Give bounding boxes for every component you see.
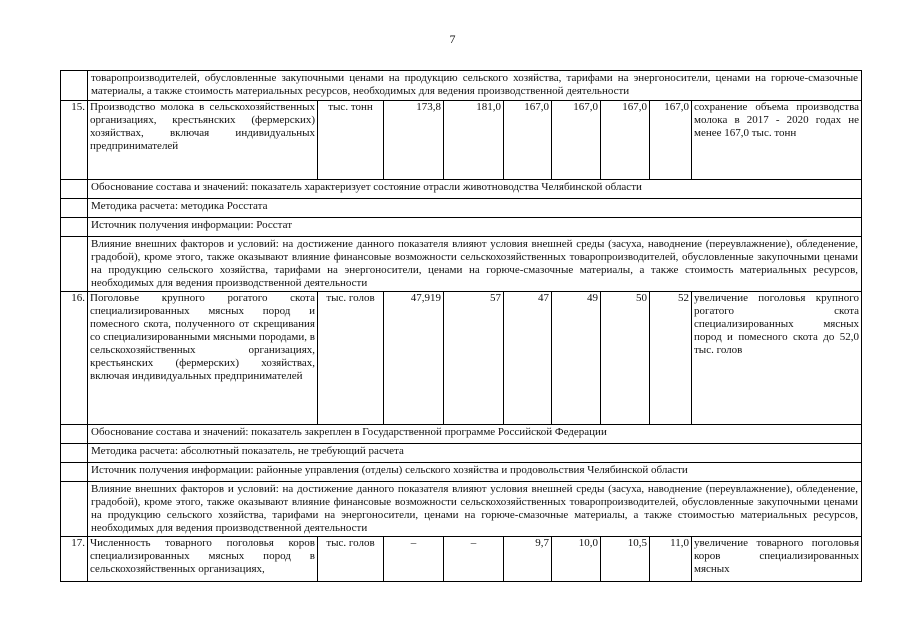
table-row-indicator-15 (61, 101, 862, 180)
value-cell: 167,0 (552, 101, 601, 180)
value-cell: 173,8 (384, 101, 444, 180)
value-cell: 167,0 (601, 101, 650, 180)
expected-result: увеличение товарного поголовья коров специализированных мясных (692, 537, 862, 582)
table-row-indicator-17 (61, 537, 862, 582)
table-row-justification (61, 425, 862, 444)
row-number-cell (61, 482, 88, 537)
value-cell: 50 (601, 292, 650, 425)
expected-result: сохранение объема производства молока в 2017 - 2020 годах не менее 167,0 тыс. тонн (692, 101, 862, 180)
row-number-cell (61, 218, 88, 237)
row-number: 15. (61, 101, 88, 180)
row-number-cell (61, 180, 88, 199)
indicator-name: Численность товарного поголовья коров специализированных мясных пород в сельскохозяйственных организациях, (88, 537, 318, 582)
row-number-cell (61, 444, 88, 463)
indicator-name: Поголовье крупного рогатого скота специализированных мясных пород и помесного скота, полученного от скрещивания со специализированными мясными породами, в сельскохозяйственных организациях, крестьянских (фермерских) хозяйствах, включая индивидуальных предпринимателей (88, 292, 318, 425)
value-cell: 57 (444, 292, 504, 425)
value-cell: 167,0 (650, 101, 692, 180)
table-row-method (61, 199, 862, 218)
table-row-indicator-16 (61, 292, 862, 425)
continuation-text: товаропроизводителей, обусловленные закупочными ценами на продукцию сельского хозяйства, тарифами на энергоносители, ценами на горюче-смазочные материалы, а также стоимость материальных ресурсов, необходимых для ведения производственной деятельности (88, 71, 862, 101)
unit-cell: тыс. голов (318, 537, 384, 582)
value-cell: – (444, 537, 504, 582)
row-number-cell (61, 425, 88, 444)
method-text: Методика расчета: методика Росстата (88, 199, 862, 218)
table-row-continuation (61, 71, 862, 101)
influence-text: Влияние внешних факторов и условий: на достижение данного показателя влияют условия внешней среды (засуха, наводнение (переувлажнение), обледенение, градобой), кроме этого, также оказывают влияние финансовые возможности сельскохозяйственных товаропроизводителей, обусловленные закупочными ценами на продукцию сельского хозяйства, тарифами на энергоносители, ценами на горюче-смазочные материалы, а также стоимостью материальных ресурсов, необходимых для ведения производственной деятельности (88, 482, 862, 537)
table-row-justification (61, 180, 862, 199)
indicators-table (60, 70, 862, 582)
method-text: Методика расчета: абсолютный показатель, не требующий расчета (88, 444, 862, 463)
value-cell: 10,5 (601, 537, 650, 582)
expected-result: увеличение поголовья крупного рогатого скота специализированных мясных пород и помесного скота до 52,0 тыс. голов (692, 292, 862, 425)
source-text: Источник получения информации: Росстат (88, 218, 862, 237)
value-cell: 11,0 (650, 537, 692, 582)
value-cell: 181,0 (444, 101, 504, 180)
value-cell: 167,0 (504, 101, 552, 180)
value-cell: – (384, 537, 444, 582)
table-row-influence (61, 482, 862, 537)
row-number-cell (61, 71, 88, 101)
unit-cell: тыс. голов (318, 292, 384, 425)
row-number-cell (61, 463, 88, 482)
row-number-cell (61, 199, 88, 218)
table-row-method (61, 444, 862, 463)
value-cell: 47 (504, 292, 552, 425)
row-number-cell (61, 237, 88, 292)
justification-text: Обоснование состава и значений: показатель закреплен в Государственной программе Российской Федерации (88, 425, 862, 444)
page-number: 7 (449, 32, 456, 46)
row-number: 17. (61, 537, 88, 582)
source-text: Источник получения информации: районные управления (отделы) сельского хозяйства и продовольствия Челябинской области (88, 463, 862, 482)
table-row-influence (61, 237, 862, 292)
justification-text: Обоснование состава и значений: показатель характеризует состояние отрасли животноводства Челябинской области (88, 180, 862, 199)
value-cell: 9,7 (504, 537, 552, 582)
row-number: 16. (61, 292, 88, 425)
table-row-source (61, 463, 862, 482)
unit-cell: тыс. тонн (318, 101, 384, 180)
value-cell: 10,0 (552, 537, 601, 582)
table-row-source (61, 218, 862, 237)
value-cell: 47,919 (384, 292, 444, 425)
value-cell: 49 (552, 292, 601, 425)
indicator-name: Производство молока в сельскохозяйственных организациях, крестьянских (фермерских) хозяйствах, включая индивидуальных предпринимателей (88, 101, 318, 180)
influence-text: Влияние внешних факторов и условий: на достижение данного показателя влияют условия внешней среды (засуха, наводнение (переувлажнение), обледенение, градобой), кроме этого, также оказывают влияние финансовые возможности сельскохозяйственных товаропроизводителей, обусловленные закупочными ценами на продукцию сельского хозяйства, тарифами на энергоносители, ценами на горюче-смазочные материалы, а также стоимость материальных ресурсов, необходимых для ведения производственной деятельности (88, 237, 862, 292)
value-cell: 52 (650, 292, 692, 425)
